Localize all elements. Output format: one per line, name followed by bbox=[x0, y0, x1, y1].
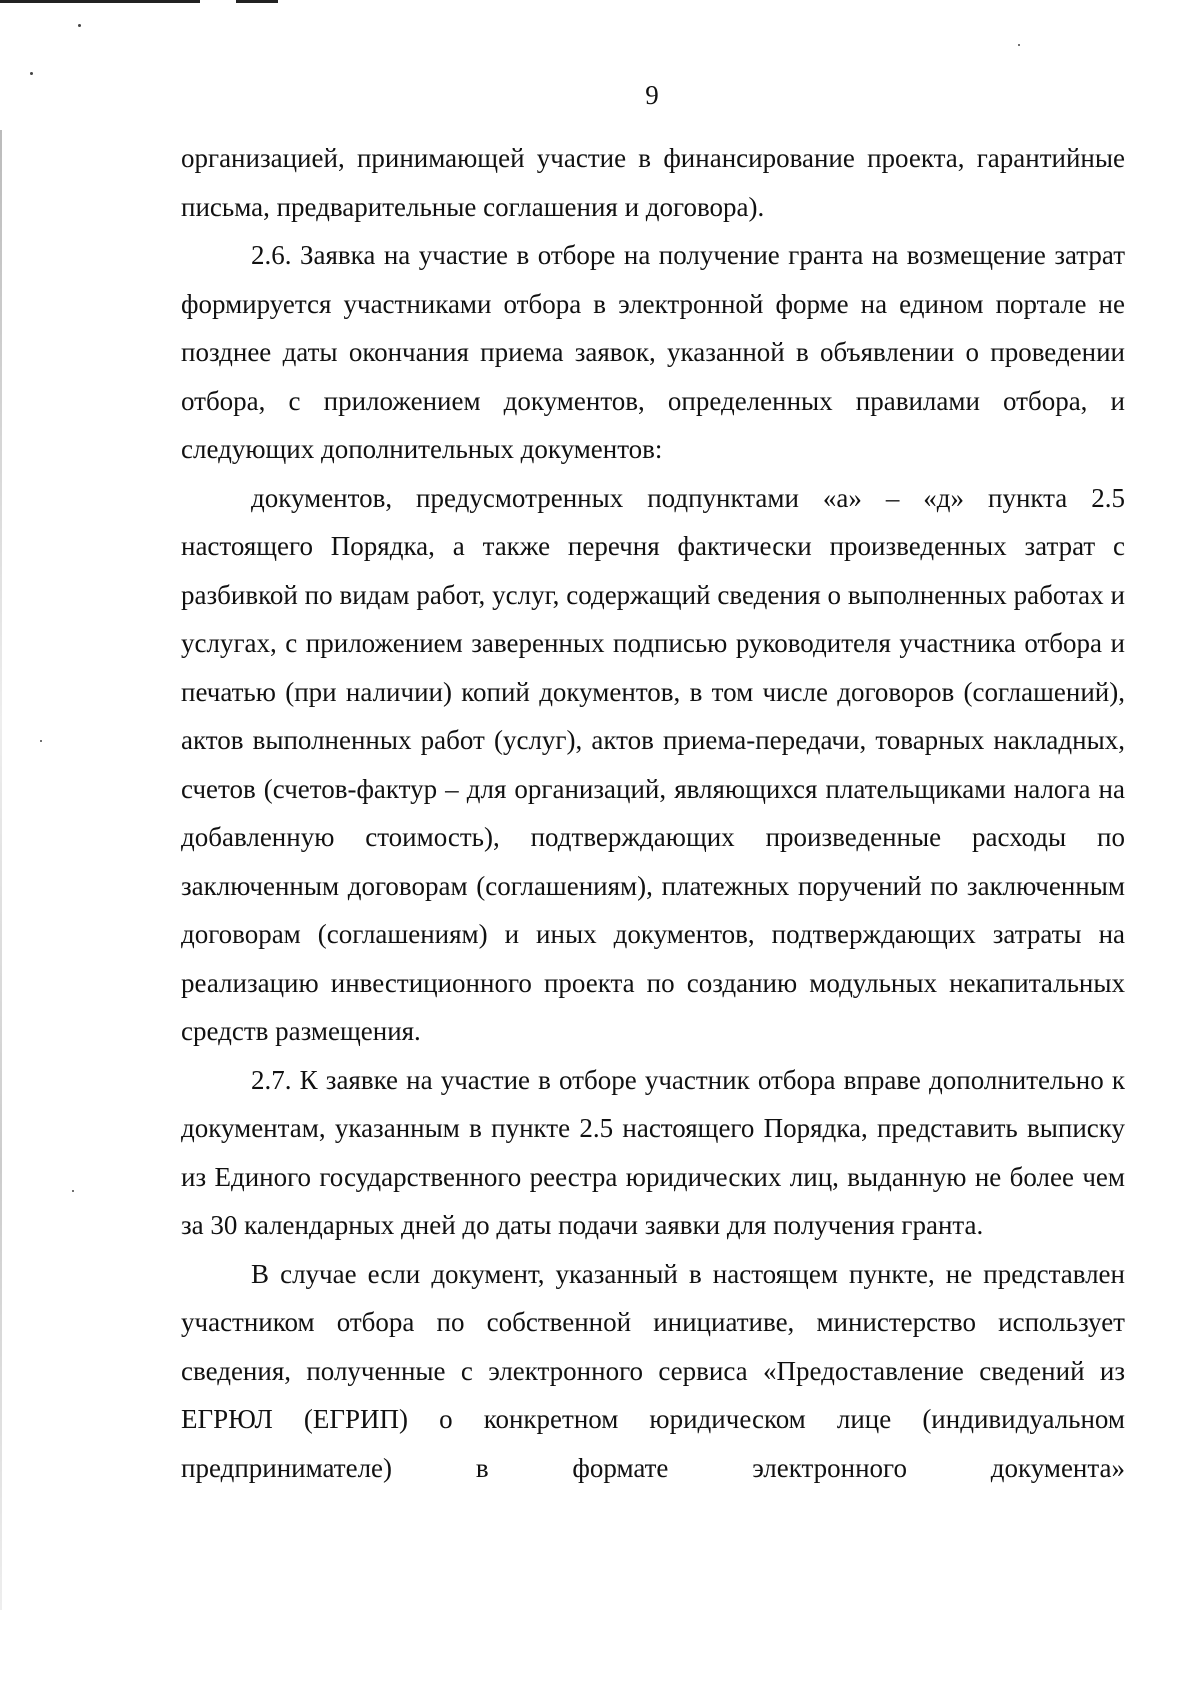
paragraph-2-6: 2.6. Заявка на участие в отборе на получение гранта на возмещение затрат формируется участниками отбора в электронной форме на едином портале не позднее даты окончания приема заявок, указанной в объявлении о проведении отбора, с приложением документов, определенных правилами отбора, и следующих дополнительных документов: bbox=[181, 240, 1125, 464]
scan-edge-shadow bbox=[0, 130, 2, 1610]
document-body bbox=[181, 134, 1125, 1492]
scan-edge-mark bbox=[0, 0, 200, 3]
paragraph-documents-list: документов, предусмотренных подпунктами «а» – «д» пункта 2.5 настоящего Порядка, а также перечня фактически произведенных затрат с разбивкой по видам работ, услуг, содержащий сведения о выполненных работах и услугах, с приложением заверенных подписью руководителя участника отбора и печатью (при наличии) копий документов, в том числе договоров (соглашений), актов выполненных работ (услуг), актов приема-передачи, товарных накладных, счетов (счетов-фактур – для организаций, являющихся плательщиками налога на добавленную стоимость), подтверждающих произведенные расходы по заключенным договорам (соглашениям), платежных поручений по заключенным договорам (соглашениям) и иных документов, подтверждающих затраты на реализацию инвестиционного проекта по созданию модульных некапитальных средств размещения. bbox=[181, 482, 1125, 1046]
scan-speck bbox=[40, 740, 42, 742]
scan-speck bbox=[1018, 44, 1020, 46]
scan-edge-mark bbox=[236, 0, 278, 3]
page-number: 9 bbox=[645, 80, 659, 110]
paragraph-2-7: 2.7. К заявке на участие в отборе участник отбора вправе дополнительно к документам, указанным в пункте 2.5 настоящего Порядка, представить выписку из Единого государственного реестра юридических лиц, выданную не более чем за 30 календарных дней до даты подачи заявки для получения гранта. bbox=[181, 1064, 1125, 1240]
scan-speck bbox=[72, 1190, 74, 1192]
paragraph-continuation: организацией, принимающей участие в финансирование проекта, гарантийные письма, предварительные соглашения и договора). bbox=[181, 143, 1125, 222]
paragraph-case-not-submitted: В случае если документ, указанный в настоящем пункте, не представлен участником отбора по собственной инициативе, министерство использует сведения, полученные с электронного сервиса «Предоставление сведений из ЕГРЮЛ (ЕГРИП) о конкретном юридическом лице (индивидуальном предпринимателе) в формате электронного документа» bbox=[181, 1258, 1125, 1483]
scan-speck bbox=[30, 72, 33, 75]
scan-speck bbox=[78, 24, 81, 27]
